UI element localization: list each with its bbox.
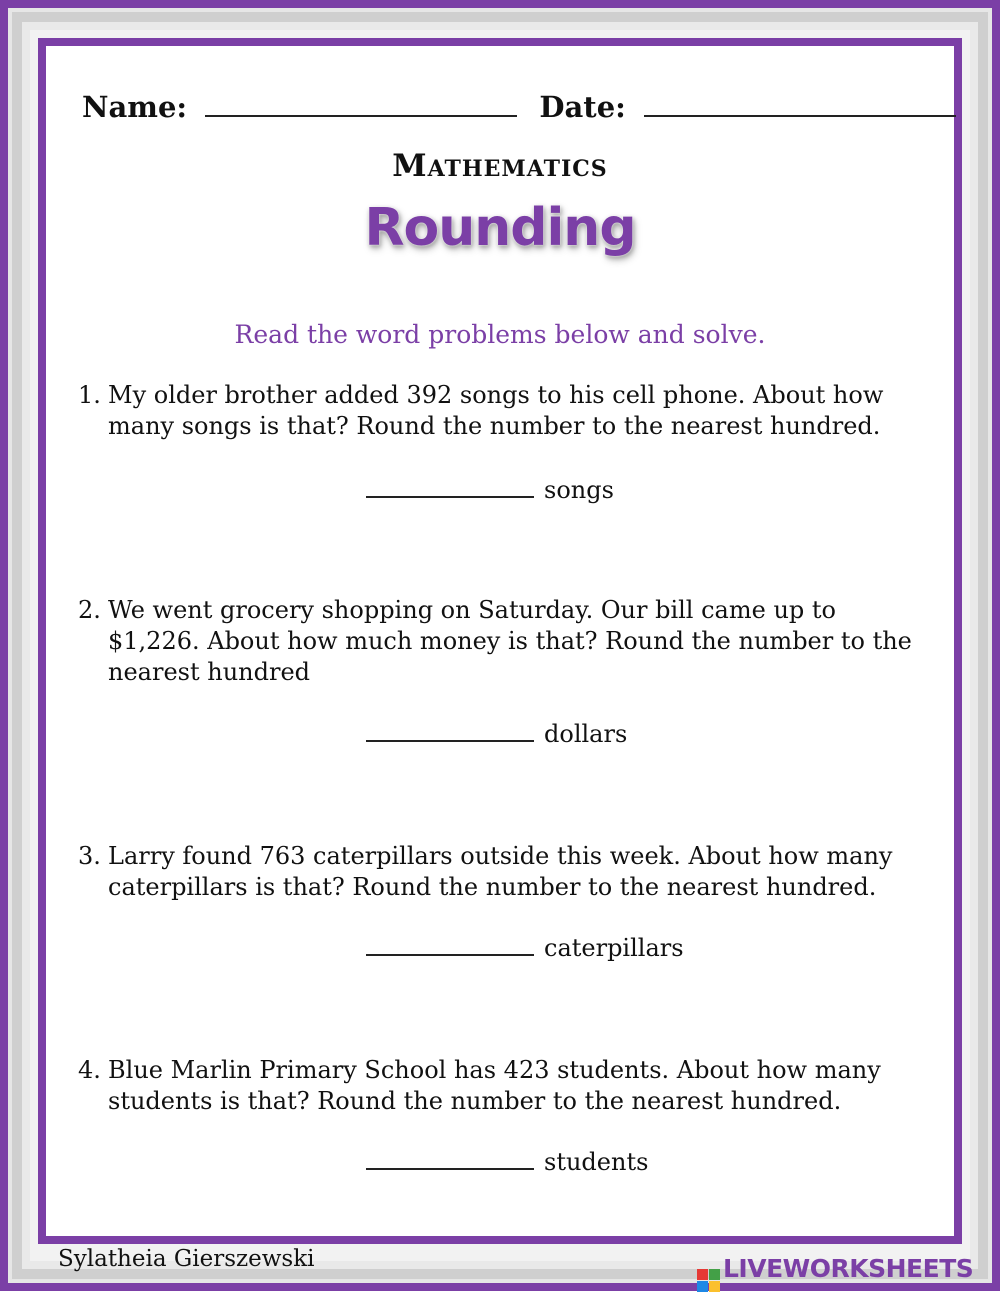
answer-1-field[interactable] [366,474,534,498]
logo-square [697,1269,708,1280]
answer-4 [366,1146,648,1176]
logo-square [697,1281,708,1292]
answer-2 [366,718,627,748]
answer-1 [366,474,614,504]
answer-3-field[interactable] [366,932,534,956]
problem-3 [68,841,928,903]
problem-text: Larry found 763 caterpillars outside this week. About how many caterpillars is that? Round the number to the nearest hundred. [108,842,893,901]
problem-number: 4. [78,1056,101,1084]
answer-unit: caterpillars [544,934,684,962]
answer-2-field[interactable] [366,718,534,742]
problem-number: 1. [78,381,101,409]
answer-3 [366,932,684,962]
answer-unit: dollars [544,720,628,748]
problem-text: My older brother added 392 songs to his cell phone. About how many songs is that? Round the number to the nearest hundred. [108,381,884,440]
instructions: Read the word problems below and solve. [234,320,766,349]
date-label: Date: [539,90,626,124]
author-credit: Sylatheia Gierszewski [58,1246,315,1272]
problem-number: 2. [78,596,101,624]
subject-heading: Mathematics [392,148,608,184]
problem-text: We went grocery shopping on Saturday. Our bill came up to $1,226. About how much money is that? Round the number to the nearest hundred [108,596,912,686]
problem-1 [68,380,928,442]
logo-square [709,1269,720,1280]
name-label: Name: [82,90,188,124]
problem-number: 3. [78,842,101,870]
answer-unit: students [544,1148,649,1176]
name-date-row [82,90,942,124]
brand-logo-icon [697,1269,720,1292]
problem-2 [68,595,928,688]
name-field[interactable] [205,91,517,117]
brand-mark [697,1254,973,1292]
answer-unit: songs [544,476,614,504]
answer-4-field[interactable] [366,1146,534,1170]
problem-4 [68,1055,928,1117]
date-field[interactable] [644,91,956,117]
problem-text: Blue Marlin Primary School has 423 students. About how many students is that? Round the number to the nearest hundred. [108,1056,881,1115]
page-title: Rounding [364,198,636,258]
logo-square [709,1281,720,1292]
worksheet [38,38,962,1244]
brand-name: LIVEWORKSHEETS [723,1254,974,1283]
